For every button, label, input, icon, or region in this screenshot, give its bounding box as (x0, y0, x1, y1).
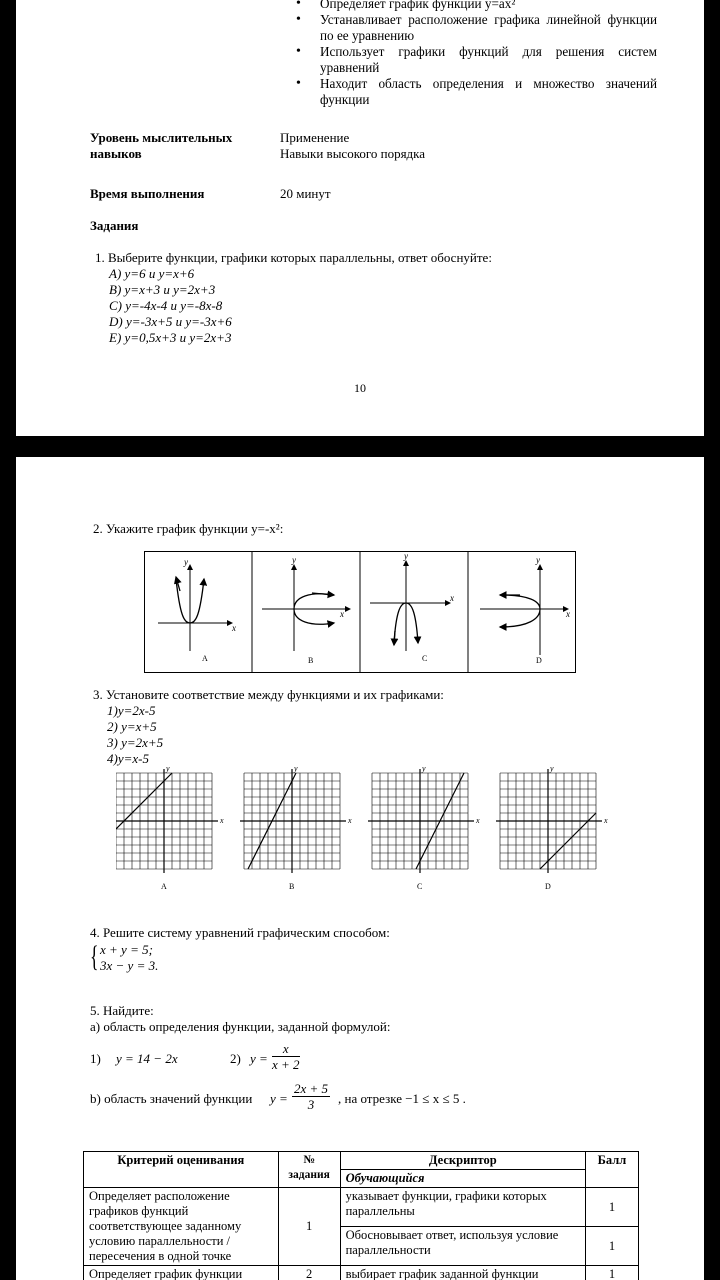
formula-2-number: 2) (230, 1051, 241, 1066)
grid-label-c: C (417, 882, 423, 891)
header-task-number: № задания (278, 1152, 340, 1188)
axis-y-label: y (404, 551, 408, 561)
learning-objectives-list (307, 0, 657, 108)
row1-score-2: 1 (586, 1227, 639, 1266)
row2-descriptor: выбирает график заданной функции (340, 1266, 585, 1280)
document-page-11 (16, 457, 704, 1280)
formula-1: y = 14 − 2x (116, 1051, 178, 1066)
fraction-denominator: 3 (307, 1097, 315, 1112)
tasks-heading: Задания (90, 218, 139, 233)
task-2-question: 2. Укажите график функции y=-x²: (93, 521, 284, 536)
row1-descriptor-1: указывает функции, графики которых параллельны (340, 1188, 585, 1227)
row1-descriptor-2: Обосновывает ответ, используя условие параллельности (340, 1227, 585, 1266)
objective-item: • Определяет график функции y=ax² (307, 0, 657, 12)
row1-criterion: Определяет расположение графиков функций соответствующее заданному условию параллельности / пересечения в одной точке (84, 1188, 279, 1266)
task-3-graphs (116, 767, 626, 897)
task-4-question: 4. Решите систему уравнений графическим способом: (90, 925, 390, 940)
graph-c[interactable] (370, 551, 454, 663)
task-4 (90, 925, 390, 974)
task-1-question: 1. Выберите функции, графики которых параллельны, ответ обоснуйте: (95, 250, 492, 265)
graph-c-label: C (422, 654, 428, 663)
row1-task: 1 (278, 1188, 340, 1266)
part-b-suffix: , на отрезке −1 ≤ x ≤ 5 . (338, 1091, 466, 1106)
graph-a[interactable] (158, 557, 236, 663)
formula-b-fraction (292, 1081, 330, 1112)
grid-label-d: D (545, 882, 551, 891)
task-5-heading: 5. Найдите: (90, 1003, 154, 1018)
header-descriptor: Дескриптор (340, 1152, 585, 1170)
task-5 (90, 1003, 670, 1115)
axis-x-label: x (566, 609, 570, 619)
graph-d[interactable] (480, 555, 570, 665)
graph-b-label: B (308, 656, 314, 665)
formula-1-number: 1) (90, 1051, 101, 1066)
task-1-option-e: E) y=0,5x+3 и y=2x+3 (109, 330, 232, 345)
formula-2-fraction (272, 1041, 300, 1072)
page-number: 10 (354, 381, 366, 395)
task-3-item-1: 1)y=2x-5 (107, 703, 156, 718)
equation-system (90, 942, 390, 974)
time-value: 20 минут (280, 186, 331, 201)
task-1-option-b: B) y=x+3 и y=2x+3 (109, 282, 216, 297)
coordinate-grid-c[interactable] (368, 767, 480, 891)
axis-y-label: y (550, 767, 554, 773)
task-3-item-3: 3) y=2x+5 (107, 735, 164, 750)
table-row (84, 1188, 639, 1227)
axis-y-label: y (536, 555, 540, 565)
objective-item: • Находит область определения и множество значений функции (307, 76, 657, 108)
fraction-numerator: 2x + 5 (294, 1081, 329, 1096)
grid-label-a: A (161, 882, 167, 891)
graph-d-label: D (536, 656, 542, 665)
thinking-level-value-1: Применение (280, 130, 350, 145)
assessment-table (83, 1151, 639, 1280)
axis-y-label: y (292, 555, 296, 565)
task-1-option-d: D) y=-3x+5 и y=-3x+6 (109, 314, 232, 329)
fraction-denominator: x + 2 (272, 1057, 300, 1072)
axis-y-label: y (166, 767, 170, 773)
fraction-numerator: x (272, 1041, 300, 1057)
task-3-item-4: 4)y=x-5 (107, 751, 149, 766)
table-row (84, 1266, 639, 1280)
axis-y-label: y (294, 767, 298, 773)
axis-y-label: y (422, 767, 426, 773)
header-score: Балл (586, 1152, 639, 1188)
system-eq-1: x + y = 5; (100, 942, 153, 957)
axis-y-label: y (184, 557, 188, 567)
task-5-formulas (90, 1041, 670, 1075)
system-eq-2: 3x − y = 3. (100, 958, 159, 973)
axis-x-label: x (340, 609, 344, 619)
graph-a-label: A (202, 654, 208, 663)
coordinate-grid-b[interactable] (240, 767, 352, 891)
axis-x-label: x (450, 593, 454, 603)
grid-label-b: B (289, 882, 295, 891)
row2-score: 1 (586, 1266, 639, 1280)
task-3 (93, 687, 444, 767)
task-1-option-a: A) y=6 и y=x+6 (109, 266, 195, 281)
coordinate-grid-a[interactable] (116, 767, 224, 891)
document-page-10 (16, 0, 704, 436)
coordinate-grid-d[interactable] (496, 767, 608, 891)
task-1 (95, 250, 655, 346)
graph-b[interactable] (262, 555, 350, 665)
header-criterion: Критерий оценивания (84, 1152, 279, 1188)
task-3-question: 3. Установите соответствие между функциями и их графиками: (93, 687, 444, 702)
task-5-part-a: а) область определения функции, заданной формулой: (90, 1019, 391, 1034)
formula-b-left: y = (270, 1091, 288, 1106)
task-3-item-2: 2) y=x+5 (107, 719, 157, 734)
thinking-level-value-2: Навыки высокого порядка (280, 146, 426, 161)
time-label: Время выполнения (90, 186, 205, 201)
system-brace: { (90, 940, 99, 973)
subheader-student: Обучающийся (340, 1170, 585, 1188)
axis-x-label: x (476, 816, 480, 825)
row1-score-1: 1 (586, 1188, 639, 1227)
axis-x-label: x (220, 816, 224, 825)
part-b-prefix: b) область значений функции (90, 1091, 253, 1106)
row2-task: 2 (278, 1266, 340, 1280)
task-5-part-b (90, 1081, 670, 1115)
thinking-level-label: Уровень мыслительных навыков (90, 130, 233, 161)
objective-item: • Использует графики функций для решения систем уравнений (307, 44, 657, 76)
axis-x-label: x (348, 816, 352, 825)
formula-2-left: y = (250, 1051, 268, 1066)
axis-x-label: x (232, 623, 236, 633)
row2-criterion: Определяет график функции (84, 1266, 279, 1280)
objective-item: • Устанавливает расположение графика линейной функции по ее уравнению (307, 12, 657, 44)
task-2-graphs (144, 551, 576, 673)
task-1-option-c: C) y=-4x-4 и y=-8x-8 (109, 298, 223, 313)
table-header-row (84, 1152, 639, 1170)
axis-x-label: x (604, 816, 608, 825)
